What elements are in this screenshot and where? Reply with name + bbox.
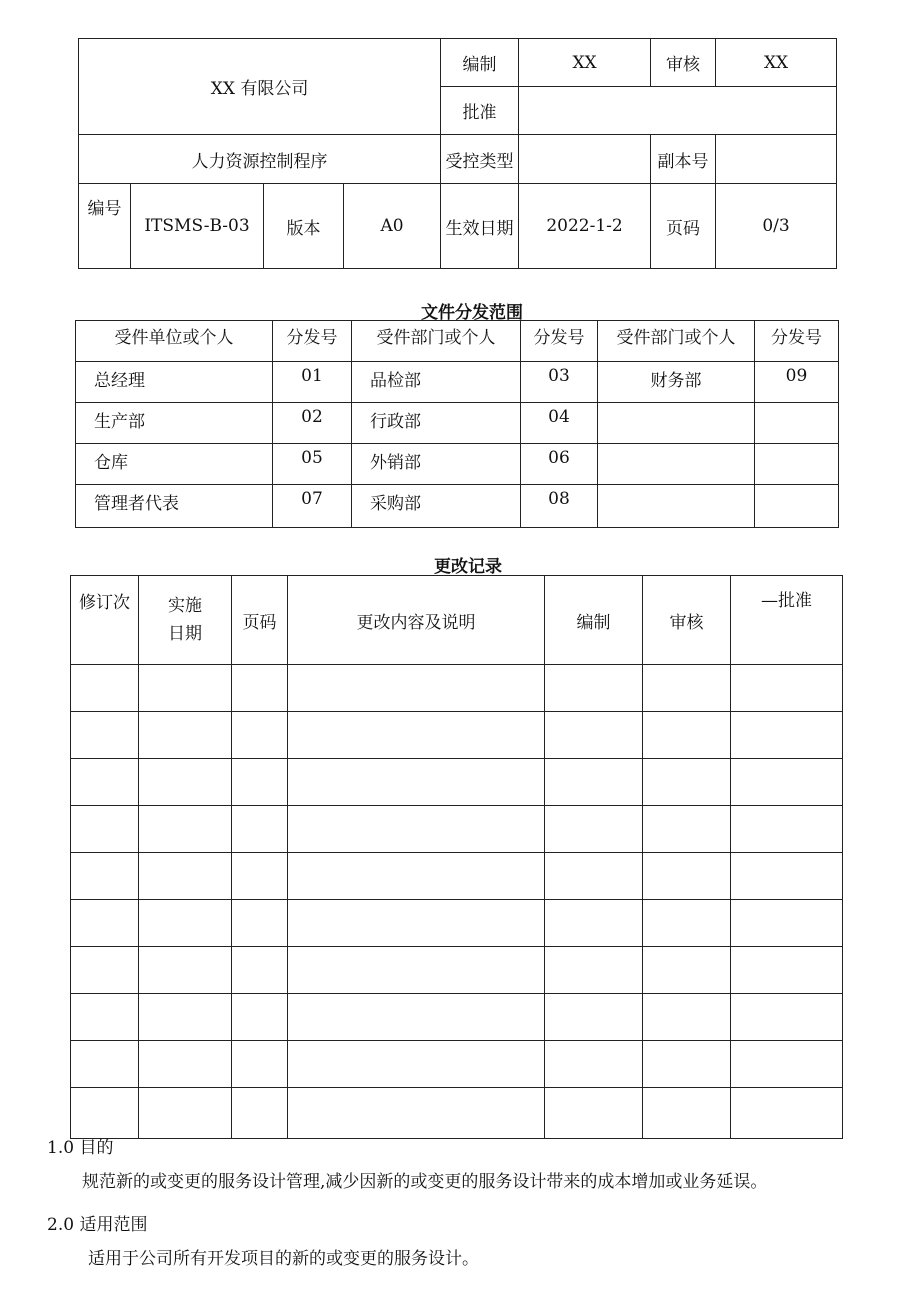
revision-table [70, 575, 843, 1139]
section-purpose-text: 规范新的或变更的服务设计管理,减少因新的或变更的服务设计带来的成本增加或业务延误。 [82, 1172, 768, 1192]
dist-recipient: 管理者代表 [76, 485, 273, 528]
rev-header-approve: —批准 [731, 576, 843, 665]
table-row [71, 994, 843, 1041]
table-row [71, 806, 843, 853]
table-row [71, 947, 843, 994]
dist-recipient: 行政部 [352, 403, 521, 444]
section-purpose-title: 1.0 目的 [47, 1138, 114, 1158]
revision-title: 更改记录 [434, 557, 502, 577]
rev-header-number: 修订次 [71, 576, 139, 665]
version-value: A0 [344, 184, 441, 269]
page-label: 页码 [651, 184, 716, 269]
dist-recipient [598, 485, 755, 528]
rev-header-date-line1: 实施 [168, 596, 202, 616]
dist-number: 02 [273, 403, 352, 444]
dist-header-number: 分发号 [273, 321, 352, 362]
dist-number: 07 [273, 485, 352, 528]
distribution-title: 文件分发范围 [421, 303, 523, 323]
dist-recipient: 采购部 [352, 485, 521, 528]
rev-header-compile: 编制 [545, 576, 643, 665]
table-row [71, 759, 843, 806]
rev-header-review: 审核 [643, 576, 731, 665]
dist-header-recipient-dept: 受件部门或个人 [352, 321, 521, 362]
dist-number: 01 [273, 362, 352, 403]
dist-recipient: 品检部 [352, 362, 521, 403]
approve-label: 批准 [441, 87, 519, 135]
compile-value: XX [519, 39, 651, 87]
dist-number: 08 [521, 485, 598, 528]
dist-header-recipient-unit: 受件单位或个人 [76, 321, 273, 362]
dist-number: 03 [521, 362, 598, 403]
dist-header-recipient-dept: 受件部门或个人 [598, 321, 755, 362]
table-row [71, 1088, 843, 1139]
dist-number: 06 [521, 444, 598, 485]
dist-recipient: 总经理 [76, 362, 273, 403]
compile-label: 编制 [441, 39, 519, 87]
effective-date-label: 生效日期 [441, 184, 519, 269]
distribution-table [75, 320, 839, 528]
dist-recipient [598, 403, 755, 444]
rev-header-date-line2: 日期 [168, 624, 202, 644]
rev-header-date [139, 576, 232, 665]
effective-date-value: 2022-1-2 [519, 184, 651, 269]
dist-number [755, 403, 839, 444]
table-row [76, 485, 839, 528]
document-header-table [78, 38, 837, 269]
page-value: 0/3 [716, 184, 837, 269]
table-row [71, 853, 843, 900]
rev-header-page: 页码 [232, 576, 288, 665]
approve-value [519, 87, 837, 135]
table-row [76, 403, 839, 444]
section-scope-title: 2.0 适用范围 [47, 1215, 148, 1235]
doc-number-value: ITSMS-B-03 [131, 184, 264, 269]
dist-recipient: 仓库 [76, 444, 273, 485]
review-value: XX [716, 39, 837, 87]
dist-header-number: 分发号 [755, 321, 839, 362]
dist-number: 09 [755, 362, 839, 403]
dist-number: 04 [521, 403, 598, 444]
table-row [76, 362, 839, 403]
table-row [76, 444, 839, 485]
dist-number: 05 [273, 444, 352, 485]
table-row [71, 900, 843, 947]
dist-recipient: 财务部 [598, 362, 755, 403]
dist-header-number: 分发号 [521, 321, 598, 362]
table-row [71, 1041, 843, 1088]
table-row [71, 665, 843, 712]
dist-recipient: 生产部 [76, 403, 273, 444]
dist-recipient [598, 444, 755, 485]
document-title: 人力资源控制程序 [79, 135, 441, 184]
dist-number [755, 444, 839, 485]
company-name: XX 有限公司 [79, 39, 441, 135]
table-row [71, 712, 843, 759]
section-scope-text: 适用于公司所有开发项目的新的或变更的服务设计。 [88, 1249, 479, 1269]
copy-number-value [716, 135, 837, 184]
copy-number-label: 副本号 [651, 135, 716, 184]
control-type-value [519, 135, 651, 184]
doc-number-label: 编号 [79, 184, 131, 269]
control-type-label: 受控类型 [441, 135, 519, 184]
rev-header-content: 更改内容及说明 [288, 576, 545, 665]
dist-recipient: 外销部 [352, 444, 521, 485]
version-label: 版本 [264, 184, 344, 269]
review-label: 审核 [651, 39, 716, 87]
dist-number [755, 485, 839, 528]
